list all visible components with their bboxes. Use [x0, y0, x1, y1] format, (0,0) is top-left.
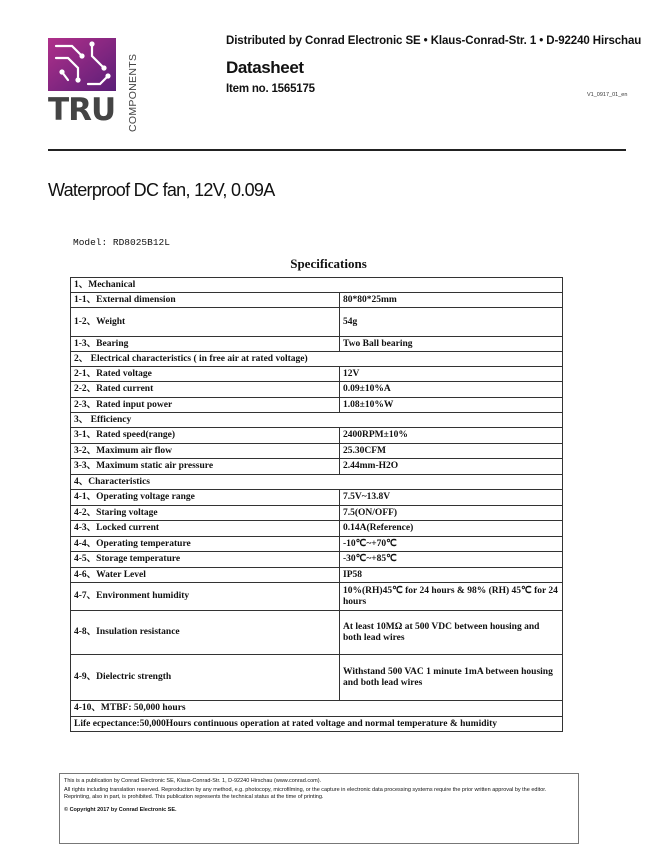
spec-label: 3-2、Maximum air flow [71, 444, 340, 459]
spec-row [71, 337, 563, 352]
spec-label: 2-1、Rated voltage [71, 367, 340, 382]
footer-copyright: © Copyright 2017 by Conrad Electronic SE. [64, 807, 177, 813]
spec-row [71, 459, 563, 475]
spec-value: 1.08±10%W [340, 398, 563, 413]
spec-section-label: 4-10、MTBF: 50,000 hours [71, 701, 563, 717]
specifications-heading: Specifications [290, 256, 367, 271]
spec-row [71, 367, 563, 382]
spec-row [71, 398, 563, 413]
logo-side-text: COMPONENTS [127, 53, 139, 132]
spec-label: 4-5、Storage temperature [71, 552, 340, 568]
spec-row [71, 583, 563, 611]
spec-value: -30℃~+85℃ [340, 552, 563, 568]
spec-row [71, 506, 563, 521]
spec-label: 2-3、Rated input power [71, 398, 340, 413]
product-title: Waterproof DC fan, 12V, 0.09A [48, 180, 275, 200]
spec-label: 4-9、Dielectric strength [71, 655, 340, 701]
spec-section-label: Life ecpectance:50,000Hours continuous operation at rated voltage and normal temperature & humidity [71, 717, 563, 732]
spec-section-label: 3、 Efficiency [71, 413, 563, 428]
spec-table-body [71, 278, 563, 732]
model-number: Model: RD8025B12L [73, 237, 170, 248]
spec-value: 25.30CFM [340, 444, 563, 459]
specifications-table [70, 277, 563, 732]
spec-row [71, 428, 563, 444]
spec-section-row [71, 352, 563, 367]
spec-section-row [71, 701, 563, 717]
spec-value: 10%(RH)45℃ for 24 hours & 98% (RH) 45℃ for 24 hours [340, 583, 563, 611]
footer-rights: All rights including translation reserved. Reproduction by any method, e.g. photocopy, microfilming, or the capture in electronic data processing systems require the prior written approval by the editor. Reprinting, also in part, is prohibited. This publication represents the technical status at the time of printing. [64, 787, 547, 800]
spec-row [71, 490, 563, 506]
spec-value: 0.14A(Reference) [340, 521, 563, 537]
spec-row [71, 293, 563, 308]
distributor-line: Distributed by Conrad Electronic SE • Klaus-Conrad-Str. 1 • D-92240 Hirschau [226, 35, 642, 47]
spec-label: 3-1、Rated speed(range) [71, 428, 340, 444]
spec-label: 4-2、Staring voltage [71, 506, 340, 521]
spec-value: 7.5V~13.8V [340, 490, 563, 506]
item-number: Item no. 1565175 [226, 83, 315, 95]
footer-box [59, 773, 579, 844]
spec-section-label: 4、Characteristics [71, 475, 563, 490]
spec-label: 4-8、Insulation resistance [71, 611, 340, 655]
spec-label: 1-1、External dimension [71, 293, 340, 308]
spec-label: 4-4、Operating temperature [71, 537, 340, 552]
version-code: V1_0917_01_en [587, 92, 628, 98]
footer-publisher: This is a publication by Conrad Electronic SE, Klaus-Conrad-Str. 1, D-92240 Hirschau (www.conrad.com). [64, 778, 322, 784]
spec-row [71, 655, 563, 701]
spec-row [71, 611, 563, 655]
header-divider [48, 149, 626, 151]
spec-row [71, 537, 563, 552]
spec-label: 2-2、Rated current [71, 382, 340, 398]
spec-value: 7.5(ON/OFF) [340, 506, 563, 521]
spec-label: 4-3、Locked current [71, 521, 340, 537]
spec-value: 54g [340, 308, 563, 337]
spec-section-row [71, 717, 563, 732]
spec-row [71, 552, 563, 568]
spec-row [71, 568, 563, 583]
spec-row [71, 308, 563, 337]
spec-section-label: 1、Mechanical [71, 278, 563, 293]
spec-value: IP58 [340, 568, 563, 583]
spec-section-row [71, 413, 563, 428]
spec-label: 4-7、Environment humidity [71, 583, 340, 611]
spec-row [71, 521, 563, 537]
spec-section-row [71, 475, 563, 490]
spec-label: 4-6、Water Level [71, 568, 340, 583]
spec-value: Two Ball bearing [340, 337, 563, 352]
spec-value: 2400RPM±10% [340, 428, 563, 444]
spec-value: 12V [340, 367, 563, 382]
spec-row [71, 382, 563, 398]
spec-value: 80*80*25mm [340, 293, 563, 308]
spec-value: 0.09±10%A [340, 382, 563, 398]
spec-value: Withstand 500 VAC 1 minute 1mA between housing and both lead wires [340, 655, 563, 701]
spec-section-label: 2、 Electrical characteristics ( in free air at rated voltage) [71, 352, 563, 367]
spec-label: 4-1、Operating voltage range [71, 490, 340, 506]
spec-row [71, 444, 563, 459]
spec-value: -10℃~+70℃ [340, 537, 563, 552]
spec-label: 1-2、Weight [71, 308, 340, 337]
spec-value: 2.44mm-H2O [340, 459, 563, 475]
logo-wordmark: TRU [48, 92, 116, 128]
spec-value: At least 10MΩ at 500 VDC between housing and both lead wires [340, 611, 563, 655]
doc-type: Datasheet [226, 58, 304, 77]
spec-label: 3-3、Maximum static air pressure [71, 459, 340, 475]
spec-section-row [71, 278, 563, 293]
tru-components-logo [48, 36, 138, 132]
spec-label: 1-3、Bearing [71, 337, 340, 352]
